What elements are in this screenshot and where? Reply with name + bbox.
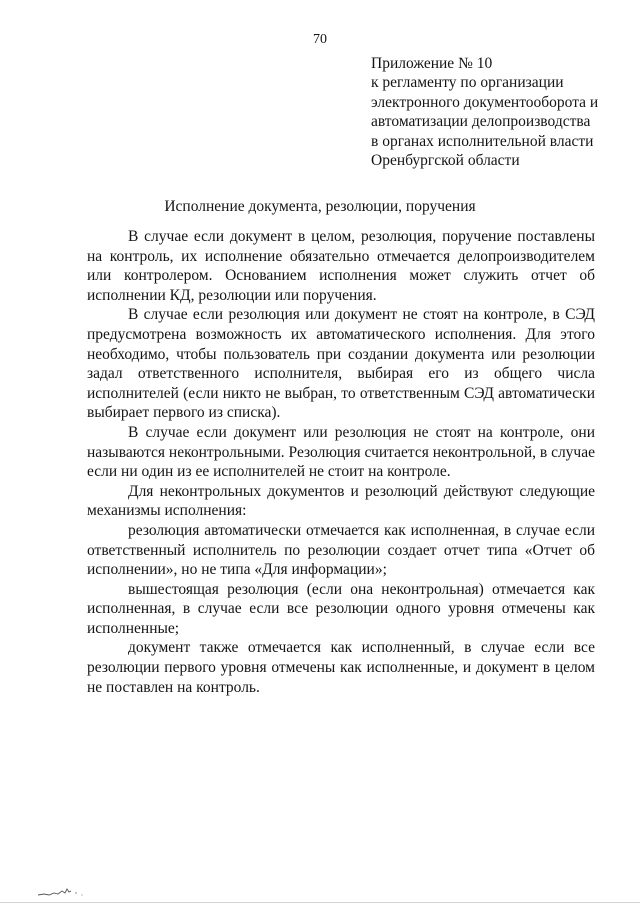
page-number: 70 bbox=[313, 32, 327, 47]
appendix-line: в органах исполнительной власти bbox=[371, 132, 594, 150]
appendix-line: Приложение № 10 bbox=[371, 55, 493, 72]
body-paragraph: В случае если резолюция или документ не стоят на контроле, в СЭД предусмотрена возможность их автоматического исполнения. Для этого необходимо, чтобы пользователь при создании документа или резолюции задал ответственного исполнителя, выбирая его из общего числа исполнителей (если никто не выбран, то ответственным СЭД автоматически выбирает первого из списка). bbox=[87, 306, 595, 422]
body-paragraph: документ также отмечается как исполненный, в случае если все резолюции первого уровня отмечены как исполненные, и документ в целом не поставлен на контроль. bbox=[87, 639, 595, 696]
scan-artifact-mark bbox=[36, 884, 96, 898]
body-paragraph: вышестоящая резолюция (если она неконтрольная) отмечается как исполненная, в случае если все резолюции одного уровня отмечены как исполненные; bbox=[87, 580, 595, 637]
body-paragraph: В случае если документ в целом, резолюция, поручение поставлены на контроль, их исполнение обязательно отмечается делопроизводителем или контролером. Основанием исполнения может служить отчет об исполнении КД, резолюции или поручения. bbox=[87, 228, 595, 304]
appendix-line: Оренбургской области bbox=[371, 152, 520, 170]
document-title: Исполнение документа, резолюции, поручения bbox=[164, 198, 476, 215]
appendix-line: к регламенту по организации bbox=[371, 74, 564, 92]
body-paragraph: В случае если документ или резолюция не стоят на контроле, они называются неконтрольными. Резолюция считается неконтрольной, в случае если ни один из ее исполнителей не стоит на контроле. bbox=[87, 423, 595, 481]
appendix-line: электронного документооборота и bbox=[371, 93, 599, 111]
scan-edge-line bbox=[0, 902, 640, 903]
appendix-header bbox=[371, 54, 631, 170]
document-body bbox=[87, 227, 595, 697]
body-paragraph: Для неконтрольных документов и резолюций действуют следующие механизмы исполнения: bbox=[87, 482, 595, 520]
body-paragraph: резолюция автоматически отмечается как исполненная, в случае если ответственный исполнитель по резолюции создает отчет типа «Отчет об исполнении», но не типа «Для информации»; bbox=[87, 521, 595, 579]
appendix-line: автоматизации делопроизводства bbox=[371, 113, 591, 131]
